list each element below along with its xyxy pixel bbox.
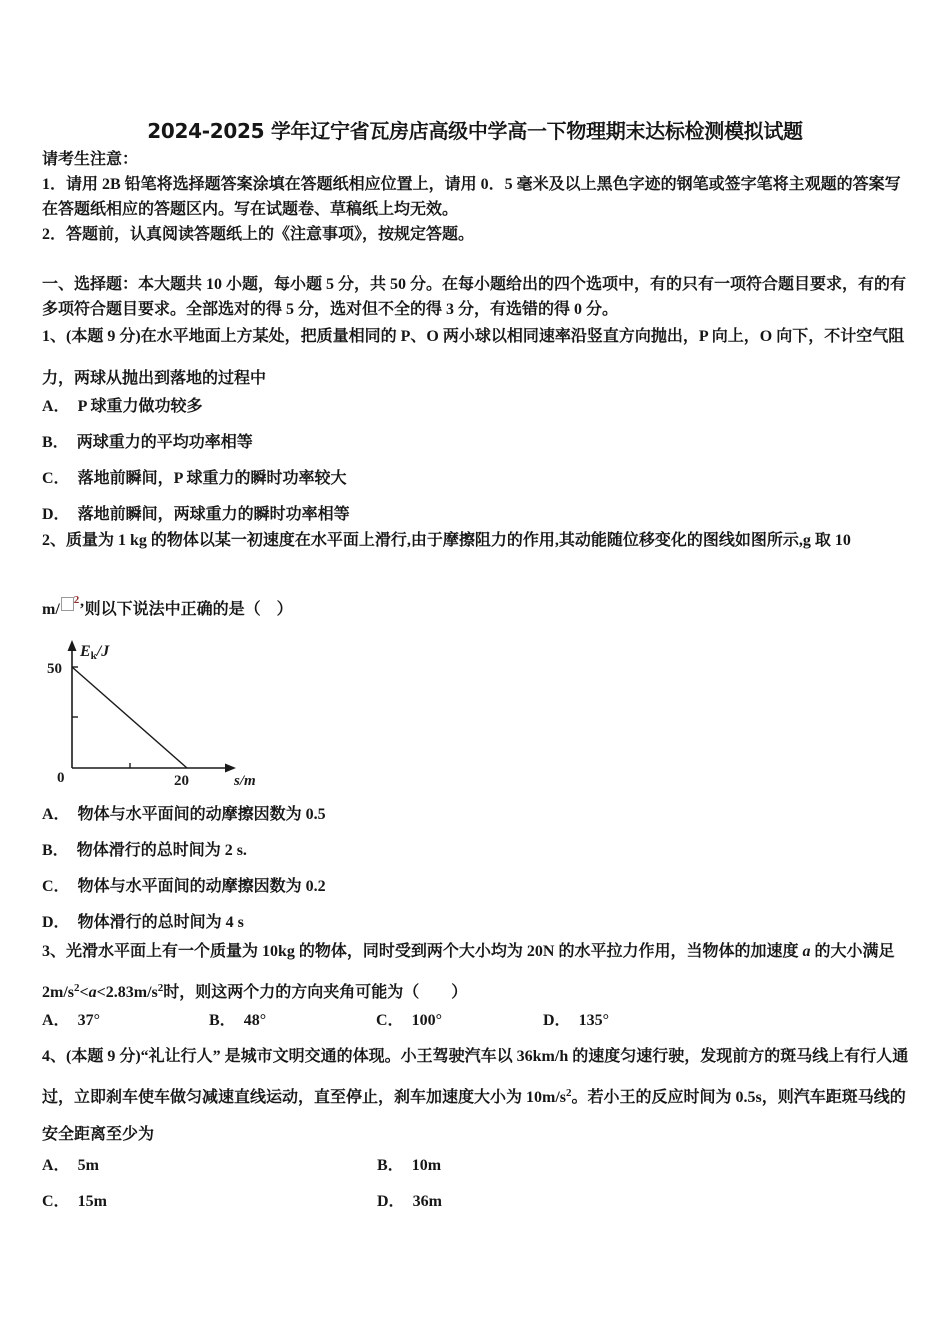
option-text: 两球重力的平均功率相等 [76,434,253,451]
q2-unit-prefix: m/ [42,601,60,618]
q1-option-b [42,425,910,461]
x-axis-label: s/m [234,773,256,788]
option-text: 物体滑行的总时间为 2 s. [76,842,247,859]
q3-option-c [376,1008,543,1033]
q3-text: 的大小满足 2m/s [42,943,895,1001]
q2-stem-line2-rest: ’则以下说法中正确的是（ ） [79,601,293,618]
option-text: 落地前瞬间，两球重力的瞬时功率相等 [77,506,350,523]
option-text: 48° [243,1012,267,1029]
notice-item-2: 2．答题前，认真阅读答题纸上的《注意事项》，按规定答题。 [42,226,475,243]
q3-text: < [79,984,89,1001]
q3-option-a [42,1008,209,1033]
question-3-stem [42,934,910,1011]
q4-options-row-1 [42,1148,910,1184]
question-4-options [42,1148,910,1220]
q3-option-b [209,1008,376,1033]
q3-text: 3、光滑水平面上有一个质量为 10kg 的物体，同时受到两个大小均为 20N 的水平拉力作用，当物体的加速度 [42,943,803,960]
q4-option-a [42,1148,377,1184]
option-letter: B． [42,842,69,859]
q2-option-c [42,869,910,905]
q4-text: 。若小王的反应时间为 0.5s，则汽车距斑马线的安全距离至少为 [42,1089,906,1143]
superscript-2: 2 [74,982,80,994]
section-1-heading: 一、选择题：本大题共 10 小题，每小题 5 分，共 50 分。在每小题给出的四个选项中，有的只有一项符合题目要求，有的有多项符合题目要求。全部选对的得 5 分，选对但不全的得 3 分，有选错的得 0 分。 [42,276,907,318]
q1-option-a [42,389,910,425]
question-3-options [42,1008,910,1033]
q3-text: <2.83m/s [96,984,158,1001]
q4-text: 4、(本题 9 分)“礼让行人” 是城市文明交通的体现。小王驾驶汽车以 36km/h 的速度匀速行驶，发现前方的斑马线上有行人通过，立即刹车使车做匀减速直线运动，直至停止，刹车加速度大小为 10m/s [42,1048,909,1106]
q3-text: 时，则这两个力的方向夹角可能为（ ） [163,984,468,1001]
question-2-options [42,797,910,941]
question-4-stem [42,1038,910,1153]
option-letter: B． [42,434,69,451]
q2-unit-superscript: 2 [73,594,80,606]
page-title: 2024-2025 学年辽宁省瓦房店高级中学高一下物理期末达标检测模拟试题 [147,119,803,143]
q4-option-c [42,1184,377,1220]
option-text: 135° [578,1012,609,1029]
option-letter: D． [42,506,70,523]
y-axis-arrow-icon [68,640,77,651]
option-letter: C． [42,878,70,895]
option-letter: C． [42,470,70,487]
y-tick-label-50: 50 [47,661,62,677]
variable-a: a [802,943,811,960]
option-letter: D． [377,1193,405,1210]
option-letter: D． [543,1012,571,1029]
option-letter: C． [42,1193,70,1210]
x-tick-label-20: 20 [174,773,189,788]
q3-option-d [543,1008,710,1033]
option-letter: A． [42,398,70,415]
option-letter: A． [42,806,70,823]
q4-options-row-2 [42,1184,910,1220]
x-axis-arrow-icon [225,764,236,773]
variable-a: a [88,984,97,1001]
q1-option-c [42,461,910,497]
question-1-stem: 1、(本题 9 分)在水平地面上方某处，把质量相同的 P、O 两小球以相同速率沿竖直方向抛出，P 向上，O 向下，不计空气阻力，两球从抛出到落地的过程中 [42,328,905,387]
option-text: 落地前瞬间，P 球重力的瞬时功率较大 [77,470,347,487]
option-letter: C． [376,1012,404,1029]
superscript-2: 2 [566,1087,572,1099]
option-text: 36m [412,1193,442,1210]
option-text: 物体滑行的总时间为 4 s [77,914,244,931]
notice-item-1: 1．请用 2B 铅笔将选择题答案涂填在答题纸相应位置上，请用 0．5 毫米及以上黑色字迹的钢笔或签字笔将主观题的答案写在答题纸相应的答题区内。写在试题卷、草稿纸上均无效。 [42,176,901,218]
notice-heading: 请考生注意： [42,151,139,168]
ek-vs-displacement-graph [40,638,260,788]
question-2-stem-line1: 2、质量为 1 kg 的物体以某一初速度在水平面上滑行,由于摩擦阻力的作用,其动能随位移变化的图线如图所示,g 取 10 [42,532,851,549]
q2-option-a [42,797,910,833]
option-text: 37° [77,1012,100,1029]
origin-label: 0 [57,770,65,786]
option-text: P 球重力做功较多 [77,398,203,415]
line-chart [40,638,260,788]
q2-option-b [42,833,910,869]
missing-glyph-box [61,597,74,611]
option-letter: A． [42,1012,70,1029]
candidate-notice [42,147,910,247]
option-text: 100° [411,1012,442,1029]
question-1-options [42,389,910,533]
ek-data-line [72,667,187,768]
option-text: 物体与水平面间的动摩擦因数为 0.5 [77,806,326,823]
option-text: 5m [77,1157,99,1174]
option-text: 15m [77,1193,107,1210]
q4-option-d [377,1184,442,1220]
option-letter: B． [377,1157,404,1174]
question-2-stem-line2 [42,588,910,622]
option-letter: B． [209,1012,236,1029]
option-text: 10m [411,1157,442,1174]
option-text: 物体与水平面间的动摩擦因数为 0.2 [77,878,326,895]
superscript-2: 2 [157,982,164,994]
y-axis-label: Ek/J [80,643,110,662]
option-letter: D． [42,914,70,931]
q4-option-b [377,1148,441,1184]
option-letter: A． [42,1157,70,1174]
